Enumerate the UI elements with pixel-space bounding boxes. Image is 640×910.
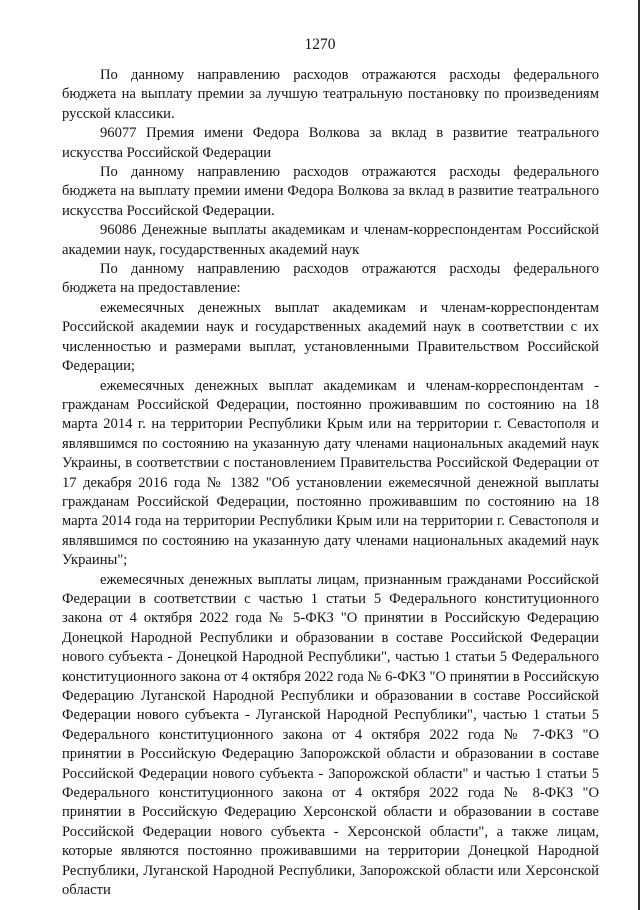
paragraph-premium-classics-description: По данному направлению расходов отражаются расходы федерального бюджета на выплату премии за лучшую театральную постановку по произведениям русской классики.	[62, 67, 599, 122]
paragraph-code-96086-heading: 96086 Денежные выплаты академикам и членам-корреспондентам Российской академии наук, государственных академий наук	[62, 222, 599, 258]
page-number: 1270	[304, 36, 336, 53]
paragraph-provision-intro: По данному направлению расходов отражаются расходы федерального бюджета на предоставление:	[62, 261, 599, 297]
paragraph-new-regions-payments: ежемесячных денежных выплаты лицам, признанным гражданами Российской Федерации в соответствии с частью 1 статьи 5 Федерального конституционного закона от 4 октября 2022 года № 5-ФКЗ "О принятии в Российскую Федерацию Донецкой Народной Республики и образовании в составе Российской Федерации нового субъекта - Донецкой Народной Республики", частью 1 статьи 5 Федерального конституционного закона от 4 октября 2022 года № 6-ФКЗ "О принятии в Российскую Федерацию Луганской Народной Республики и образовании в составе Российской Федерации нового субъекта - Луганской Народной Республики", частью 1 статьи 5 Федерального конституционного закона от 4 октября 2022 года № 7-ФКЗ "О принятии в Российскую Федерацию Запорожской области и образовании в составе Российской Федерации нового субъекта - Запорожской области" и частью 1 статьи 5 Федерального конституционного закона от 4 октября 2022 года № 8-ФКЗ "О принятии в Российскую Федерацию Херсонской области и образовании в составе Российской Федерации нового субъекта - Херсонской области", а также лицам, которые являются постоянно проживавшими на территории Донецкой Народной Республики, Луганской Народной Республики, Запорожской области или Херсонской области	[62, 571, 599, 899]
paragraph-academician-payments: ежемесячных денежных выплат академикам и членам-корреспондентам Российской академии наук и государственных академий наук в соответствии с их численностью и размерами выплат, установленными Правительством Российской Федерации;	[62, 299, 599, 375]
paragraph-code-96077-heading: 96077 Премия имени Федора Волкова за вклад в развитие театрального искусства Российской Федерации	[62, 125, 599, 161]
paragraph-crimea-sevastopol-payments: ежемесячных денежных выплат академикам и членам-корреспондентам - гражданам Российской Федерации, постоянно проживавшим по состоянию на 18 марта 2014 г. на территории Республики Крым или на территории г. Севастополя и являвшимся по состоянию на указанную дату членами национальных академий наук Украины, в соответствии с постановлением Правительства Российской Федерации от 17 декабря 2016 года № 1382 "Об установлении ежемесячной денежной выплаты гражданам Российской Федерации, постоянно проживавшим по состоянию на 18 марта 2014 года на территории Республики Крым или на территории г. Севастополя и являвшимся по состоянию на указанную дату членами национальных академий наук Украины";	[62, 377, 599, 569]
paragraph-volkov-prize-description: По данному направлению расходов отражаются расходы федерального бюджета на выплату премии имени Федора Волкова за вклад в развитие театрального искусства Российской Федерации.	[62, 164, 599, 219]
body-text	[62, 66, 599, 900]
